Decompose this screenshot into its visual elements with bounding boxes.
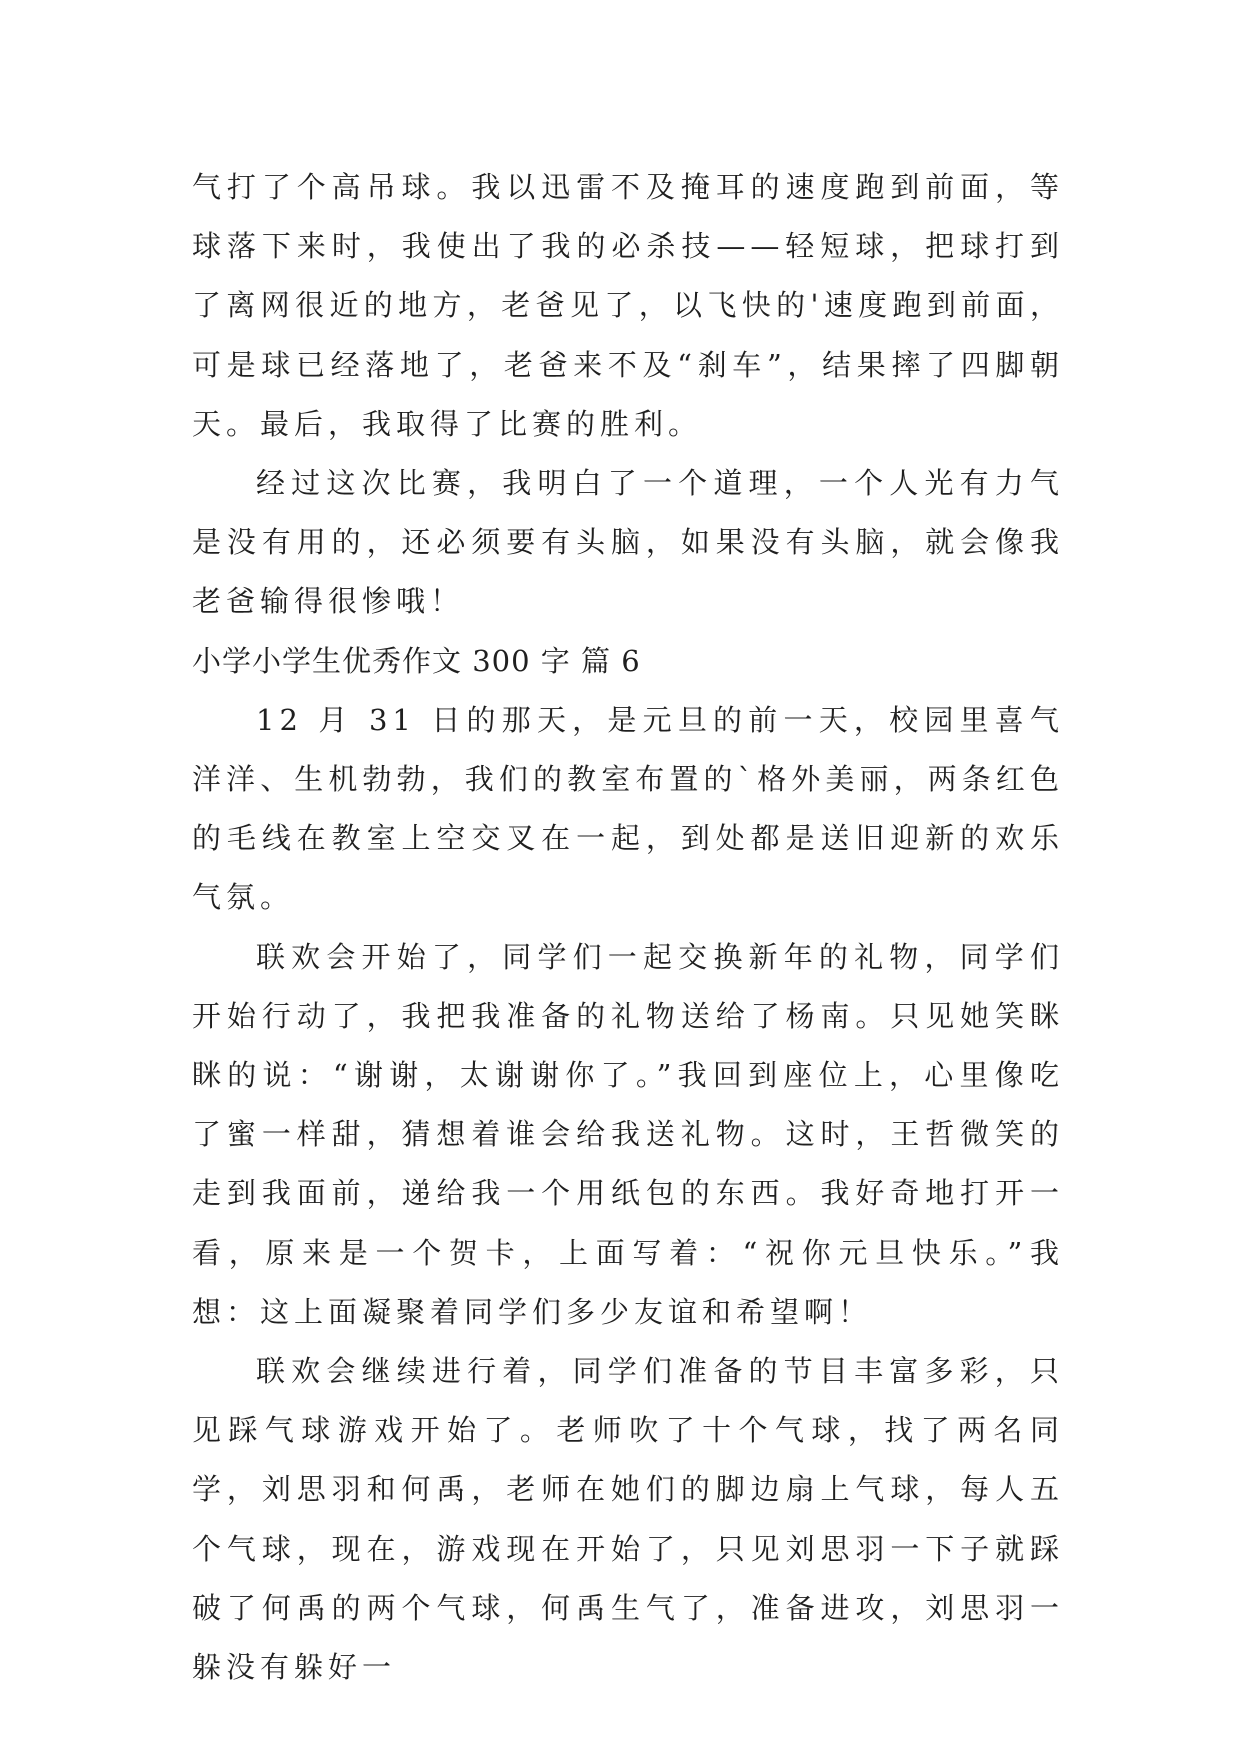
paragraph-1: 气打了个高吊球。我以迅雷不及掩耳的速度跑到前面，等球落下来时，我使出了我的必杀技——轻短球，把球打到了离网很近的地方，老爸见了，以飞快的'速度跑到前面，可是球已经落地了，老爸来不及“刹车”，结果摔了四脚朝天。最后，我取得了比赛的胜利。 [192,170,1064,441]
paragraph-3: 12 月 31 日的那天，是元旦的前一天，校园里喜气洋洋、生机勃勃，我们的教室布置的`格外美丽，两条红色的毛线在教室上空交叉在一起，到处都是送旧迎新的欢乐气氛。 [192,702,1064,915]
paragraph-2: 经过这次比赛，我明白了一个道理，一个人光有力气是没有用的，还必须要有头脑，如果没有头脑，就会像我老爸输得很惨哦！ [192,466,1064,619]
section-heading: 小学小学生优秀作文 300 字 篇 6 [192,643,641,678]
paragraph-4: 联欢会开始了，同学们一起交换新年的礼物，同学们开始行动了，我把我准备的礼物送给了杨南。只见她笑眯眯的说：“谢谢，太谢谢你了。”我回到座位上，心里像吃了蜜一样甜，猜想着谁会给我送礼物。这时，王哲微笑的走到我面前，递给我一个用纸包的东西。我好奇地打开一看，原来是一个贺卡，上面写着：“祝你元旦快乐。”我想：这上面凝聚着同学们多少友谊和希望啊！ [192,939,1064,1329]
paragraph-5: 联欢会继续进行着，同学们准备的节目丰富多彩，只见踩气球游戏开始了。老师吹了十个气球，找了两名同学，刘思羽和何禹，老师在她们的脚边扇上气球，每人五个气球，现在，游戏现在开始了，只见刘思羽一下子就踩破了何禹的两个气球，何禹生气了，准备进攻，刘思羽一躲没有躲好一 [192,1354,1064,1685]
document-body [192,158,1064,1697]
